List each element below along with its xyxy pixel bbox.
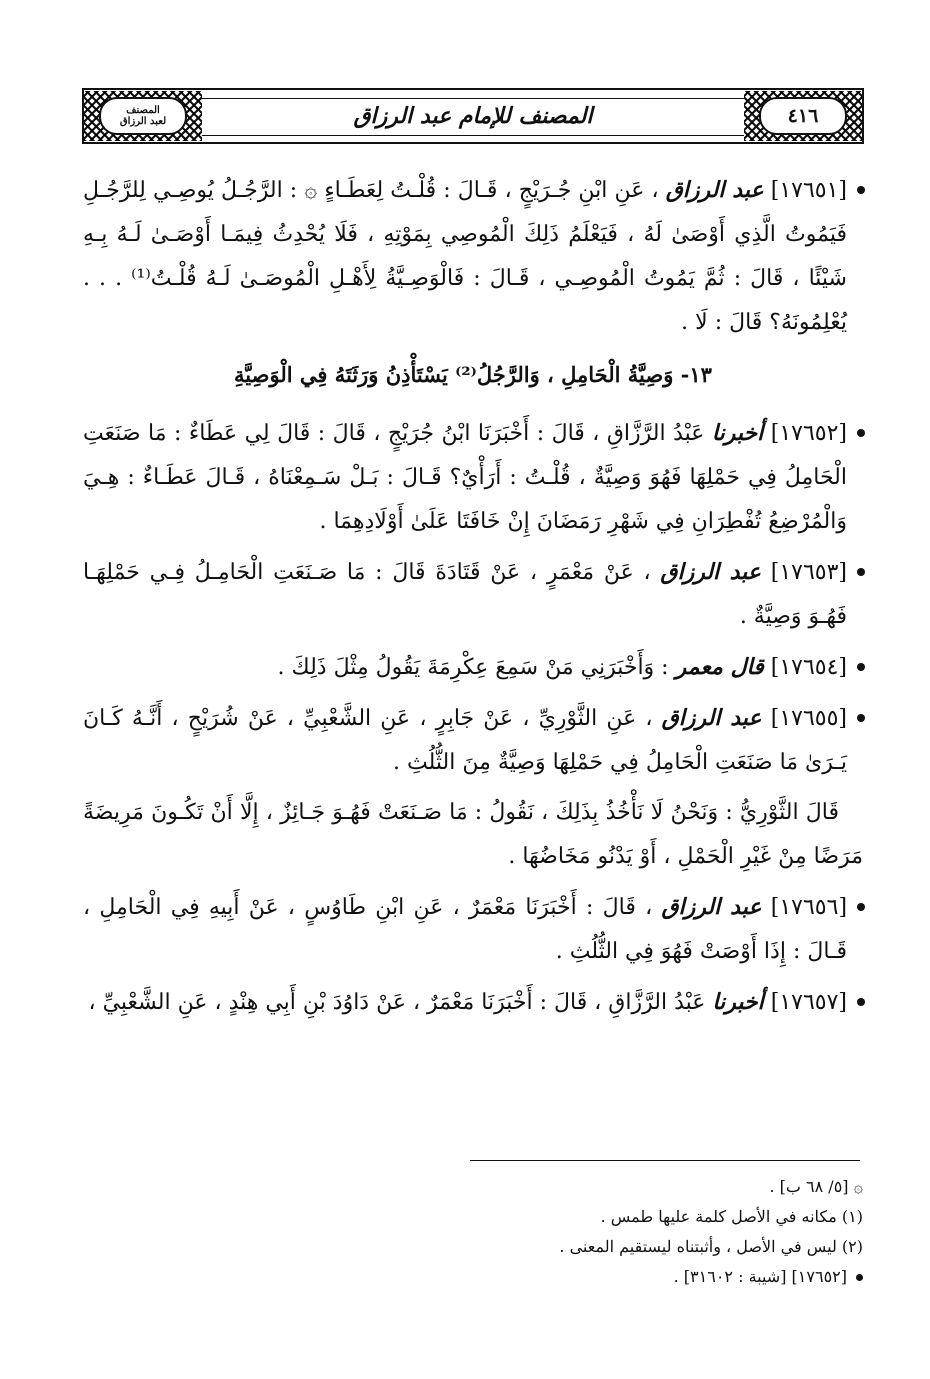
hadith-ref: [١٧٦٥٦] [770,895,848,920]
cross-reference-text: [١٧٦٥٢] [شيبة : ٣١٦٠٢] . [673,1267,847,1286]
hadith-lead: عبد الرزاق [661,705,762,731]
hadith-lead: أخبرنا [712,989,764,1015]
footnote-2: (٢) ليس في الأصل ، وأثبتناه ليستقيم المعنى . [559,1237,863,1256]
hadith-17652 [83,411,863,544]
hadith-lead: عبد الرزاق [660,559,761,585]
hadith-lead: عبد الرزاق [661,894,762,920]
hadith-text: ، قَالَ : أَخْبَرَنَا مَعْمَرٌ ، عَنِ ابْنِ طَاوُسٍ ، عَنْ أَبِيهِ فِي الْحَامِلِ ، قَـالَ : إِذَا أَوْصَتْ فَهُوَ فِي الثُّلُثِ . [83,895,847,964]
hadith-17655 [83,696,863,785]
bullet-dot [857,186,865,194]
section-heading: ١٣- وَصِيَّةُ الْحَامِلِ ، وَالرَّجُلُ⁽²⁾ يَسْتَأْذِنُ وَرَثَتَهُ فِي الْوَصِيَّةِ [234,362,712,387]
bullet-dot [857,429,865,437]
comment-text: قَالَ الثَّوْرِيُّ : وَنَحْنُ لَا نَأْخُذُ بِذَلِكَ ، نَقُولُ : مَا صَـنَعَتْ فَهُـوَ جَـائِزٌ ، إِلَّا أَنْ تَكُـونَ مَرِيضَةً مَرَضًا مِنْ غَيْرِ الْحَمْلِ ، أَوْ يَدْنُو مَخَاضُهَا . [83,800,863,869]
cross-reference [83,1262,863,1292]
footnotes [83,1172,863,1292]
hadith-ref: [١٧٦٥٣] [770,560,847,585]
main-text [83,168,863,1031]
seal-line-1: المصنف [126,105,160,116]
hadith-ref: [١٧٦٥٢] [770,421,847,446]
hadith-text: ، عَنِ الثَّوْرِيِّ ، عَنْ جَابِرٍ ، عَنِ الشَّعْبِيِّ ، عَنْ شُرَيْحٍ ، أَنَّـهُ كَـانَ يَـرَىٰ مَا صَنَعَتِ الْحَامِلُ فِي حَمْلِهَا وَصِيَّةٌ مِنَ الثُّلُثِ . [83,706,847,775]
hadith-ref: [١٧٦٥٤] [770,655,847,680]
page-header [82,88,864,144]
hadith-17656 [83,885,863,974]
hadith-17651 [83,168,863,345]
bullet-dot [857,714,865,722]
hadith-17653 [83,550,863,639]
seal-line-2: لعبد الرزاق [119,116,167,127]
hadith-ref: [١٧٦٥١] [770,178,847,203]
bullet-dot [857,663,865,671]
thawri-comment [83,791,863,879]
bullet-dot [857,998,865,1006]
hadith-text: عَبْدُ الرَّزَّاقِ ، قَالَ : أَخْبَرَنَا ابْنُ جُرَيْجٍ ، قَالَ : قَالَ لِي عَطَاءٌ : مَا صَنَعَتِ الْحَامِلُ فِي حَمْلِهَا فَهُوَ وَصِيَّةٌ ، قُلْـتُ : أَرَأْيٌ؟ قَـالَ : بَـلْ سَـمِعْنَاهُ ، قَـالَ عَطَـاءٌ : هِـيَ وَالْمُرْضِعُ تُفْطِرَانِ فِي شَهْرِ رَمَضَانَ إِنْ خَافَتَا عَلَىٰ أَوْلَادِهِمَا . [83,421,848,534]
folio-marker: ۞ [٥/ ٦٨ ب] . [769,1177,863,1196]
hadith-lead: عبد الرزاق [665,177,764,203]
hadith-text: : وَأَخْبَرَنِي مَنْ سَمِعَ عِكْرِمَةَ يَقُولُ مِثْلَ ذَلِكَ . [277,655,669,680]
hadith-ref: [١٧٦٥٥] [770,706,847,731]
hadith-lead: قال معمر [675,654,764,680]
hadith-17654 [83,645,863,690]
seal-emblem [99,97,187,135]
hadith-ref: [١٧٦٥٧] [770,990,847,1015]
hadith-text: ، عَنْ مَعْمَرٍ ، عَنْ قَتَادَةَ قَالَ : مَا صَـنَعَتِ الْحَامِـلُ فِـي حَمْلِهَـا فَهُـوَ وَصِيَّةٌ . [83,560,847,629]
page-number-ornament [744,91,862,141]
page-number: ٤١٦ [759,97,847,135]
bullet-dot [856,1274,863,1281]
hadith-17657 [83,980,863,1025]
hadith-text: ، عَنِ ابْنِ جُـرَيْجٍ ، قَـالَ : قُلْـتُ لِعَطَـاءٍ ۞ : الرَّجُـلُ يُوصِـي لِلرَّجُـلِ فَيَمُوتُ الَّذِي أَوْصَىٰ لَهُ ، فَيَعْلَمُ ذَلِكَ الْمُوصِي بِمَوْتِهِ ، فَلَا يُحْدِثُ فِيمَـا أَوْصَـىٰ لَـهُ بِـهِ شَيْئًا ، قَالَ : ثُمَّ يَمُوتُ الْمُوصِـي ، قَـالَ : فَالْوَصِـيَّةُ لِأَهْـلِ الْمُوصَـىٰ لَـهُ قُلْـتُ⁽¹⁾ . . . يُعْلِمُونَهُ؟ قَالَ : لَا . [83,178,847,335]
hadith-text: عَبْدُ الرَّزَّاقِ ، قَالَ : أَخْبَرَنَا مَعْمَرٌ ، عَنْ دَاوُدَ بْنِ أَبِي هِنْدٍ ، عَنِ الشَّعْبِيِّ ، [88,990,706,1015]
bullet-dot [857,568,865,576]
footnote-1: (١) مكانه في الأصل كلمة عليها طمس . [600,1207,863,1226]
hadith-lead: أخبرنا [711,420,764,446]
footnote-divider [470,1160,860,1161]
book-title: المصنف للإمام عبد الرزاق [335,103,610,129]
seal-ornament [84,91,202,141]
bullet-dot [857,903,865,911]
